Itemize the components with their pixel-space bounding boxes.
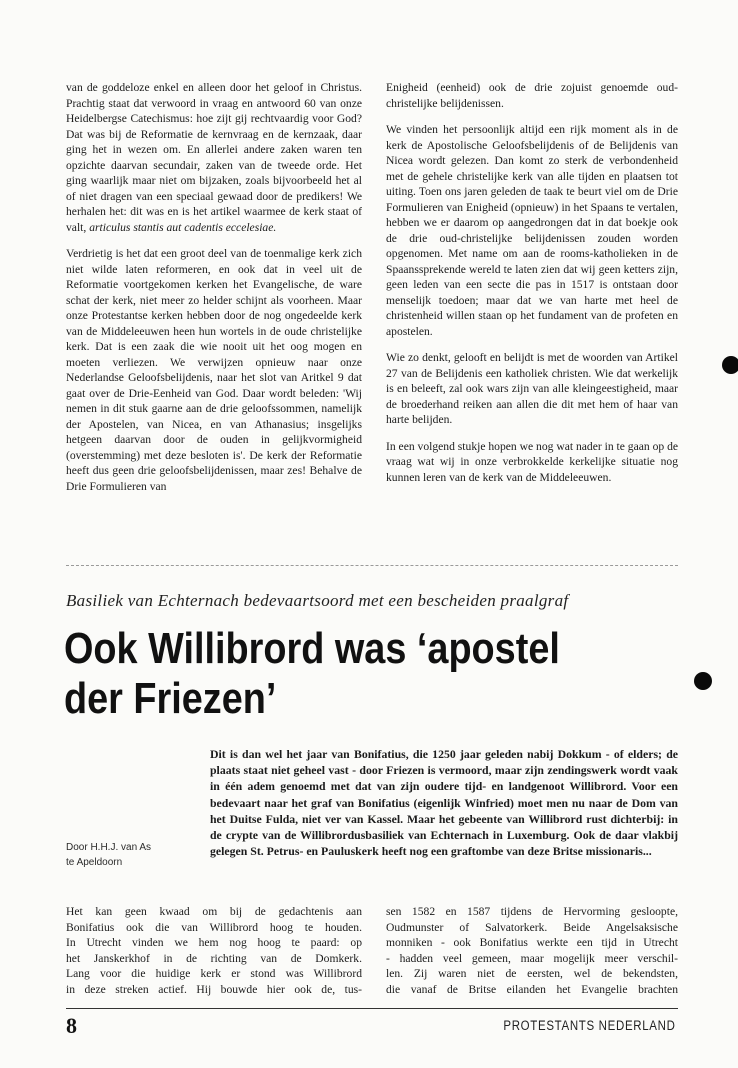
byline-location: te Apeldoorn bbox=[66, 857, 123, 868]
magazine-name: PROTESTANTS NEDERLAND bbox=[503, 1018, 676, 1033]
punch-hole bbox=[722, 356, 738, 374]
text-line: die vanaf de Britse eilanden het Evangelie brachten bbox=[386, 982, 678, 996]
text-line: Oudmunster of Salvatorkerk. Beide Angelsaksische bbox=[386, 920, 678, 934]
footer-rule bbox=[66, 1008, 678, 1009]
paragraph: Wie zo denkt, gelooft en belijdt is met de woorden van Artikel 27 van de Belijdenis een katholiek christen. Wie dat werkelijk is en beleeft, zal ook wars zijn van alle kleingeestigheid, maar de broederhand reiken aan allen die dit met hem of haar van harte belijden. bbox=[386, 351, 678, 426]
text-line: in deze streken actief. Hij bouwde hier ook de, tus- bbox=[66, 982, 362, 996]
page-number: 8 bbox=[66, 1013, 77, 1038]
paragraph: In een volgend stukje hopen we nog wat nader in te gaan op de vraag wat wij in onze verbrokkelde kerkelijke situatie nog kunnen leren van de kerk van de Middeleeuwen. bbox=[386, 439, 679, 484]
article-intro: Dit is dan wel het jaar van Bonifatius, die 1250 jaar geleden nabij Dokkum - of elders; de plaats staat niet geheel vast - door Friezen is vermoord, maar zijn zendingswerk wordt vaak in één adem genoemd met dat van zijn oudere tijd- en landgenoot Willibrord. Voor een bedevaart naar het graf van Bonifatius (eigenlijk Winfried) moet men nu naar de Dom van het Duitse Fulda, niet ver van Kassel. Maar het gebeente van Willibrord rust dichterbij: in de crypte van de Willibrordusbasiliek van Echternach in Luxemburg. Ook de daar vlakbij gelegen St. Petrus- en Pauluskerk heeft nog een graftombe van deze Britse missionaris... bbox=[210, 747, 678, 859]
byline-author: Door H.H.J. van As bbox=[66, 842, 152, 853]
text-line: het Janskerkhof in de richting van de Domkerk. bbox=[66, 951, 362, 965]
top-right-column bbox=[386, 80, 678, 496]
top-left-column bbox=[66, 80, 362, 505]
punch-hole bbox=[694, 672, 712, 690]
article-headline bbox=[64, 624, 580, 724]
paragraph: We vinden het persoonlijk altijd een rijk moment als in de kerk de Apostolische Geloofsbelijdenis of de Belijdenis van Nicea wordt gelezen. Dan komt zo sterk de verbondenheid met de gehele christelijke kerk van alle tijden en plaatsen tot uiting. Toen ons jaren geleden de taak te beurt viel om de Drie Formulieren van Enigheid (opnieuw) in het Spaans te vertalen, hebben we er daarom op aangedrongen dat in dat boekje ook de drie oud-christelijke belijdenissen zouden worden opgenomen. Met name om aan de rooms-katholieken in de Spaanssprekende wereld te laten zien dat wij geen ketters zijn, geen leden van een secte die pas in 1517 is ontstaan door menselijk toedoen; maar dat we van harte met heel de christenheid willen staan op het fundament van de profeten en apostelen. bbox=[386, 123, 678, 338]
text-line: Lang voor die huidige kerk er stond was Willibrord bbox=[66, 967, 362, 980]
text-line: - hadden veel gemeen, maar mogelijk meer verschil- bbox=[386, 951, 678, 965]
latin-phrase: articulus stantis aut cadentis eccelesiae. bbox=[89, 220, 277, 234]
paragraph: Enigheid (eenheid) ook de drie zojuist genoemde oud-christelijke belijdenissen. bbox=[386, 81, 678, 110]
article-kicker: Basiliek van Echternach bedevaartsoord met een bescheiden praalgraf bbox=[66, 591, 569, 610]
paragraph: van de goddeloze enkel en alleen door het geloof in Christus. Prachtig staat dat verwoord in vraag en antwoord 60 van onze Heidelbergse Catechismus: hoe zijt gij rechtvaardig voor God? Dat was bij de Reformatie de kernvraag en de kernzaak, daar ging het in wezen om. En allerlei andere zaken waren ten opzichte daarvan secundair, zaken van de tweede orde. Het ging waarlijk maar niet om bijzaken, zoals bijvoorbeeld het al of niet dragen van een speciaal gewaad door de predikers! We herhalen het: dit was en is het artikel waarmee de kerk staat of valt, articulus stantis aut cadentis eccelesiae. bbox=[66, 81, 362, 234]
headline-line: der Friezen’ bbox=[64, 674, 277, 723]
author-byline bbox=[66, 840, 196, 870]
section-divider bbox=[66, 565, 678, 566]
text-line: len. Zij waren niet de eersten, wel de bekendsten, bbox=[386, 967, 678, 980]
paragraph: Verdrietig is het dat een groot deel van de toenmalige kerk zich niet wilde laten reformeren, en ook dat in veel uit de Reformatie voortgekomen kerken het Evangelische, de ware schat der kerk, niet meer zo helder schijnt als voorheen. Maar onze Protestantse kerken hebben door de nog ongedeelde kerk van de Middeleeuwen heen hun wortels in de oude christelijke kerk. Dat is een zaak die wie nooit uit het oog mogen en moeten verliezen. We verwijzen opnieuw naar onze Nederlandse Geloofsbelijdenis, naar het slot van Aritkel 9 dat gaat over de Drie-Eenheid van God. Daar wordt beleden: 'Wij nemen in dit stuk gaarne aan de drie geloofssommen, namelijk der Apostelen, van Nicea, en van Athanasius; insgelijks hetgeen daarvan door de ouden in gelijkvormigheid (overstemming) met deze besloten is'. De kerk der Reformatie heeft dus geen drie geloofsbelijdenissen, maar zes! Behalve de Drie Formulieren van bbox=[66, 247, 362, 493]
text-line: monniken - ook Bonifatius werkte een tijd in Utrecht bbox=[386, 936, 678, 949]
text-line: Het kan geen kwaad om bij de gedachtenis aan bbox=[66, 905, 362, 918]
headline-line: Ook Willibrord was ‘apostel bbox=[64, 624, 560, 673]
text-line: Bonifatius ook die van Willibrord hoog te houden. bbox=[66, 920, 362, 934]
article-body-right bbox=[386, 904, 678, 997]
text-line: In Utrecht vinden we hem nog hoog te paard: op bbox=[66, 936, 362, 949]
article-body-left bbox=[66, 904, 362, 997]
text-line: sen 1582 en 1587 tijdens de Hervorming gesloopte, bbox=[386, 905, 678, 918]
